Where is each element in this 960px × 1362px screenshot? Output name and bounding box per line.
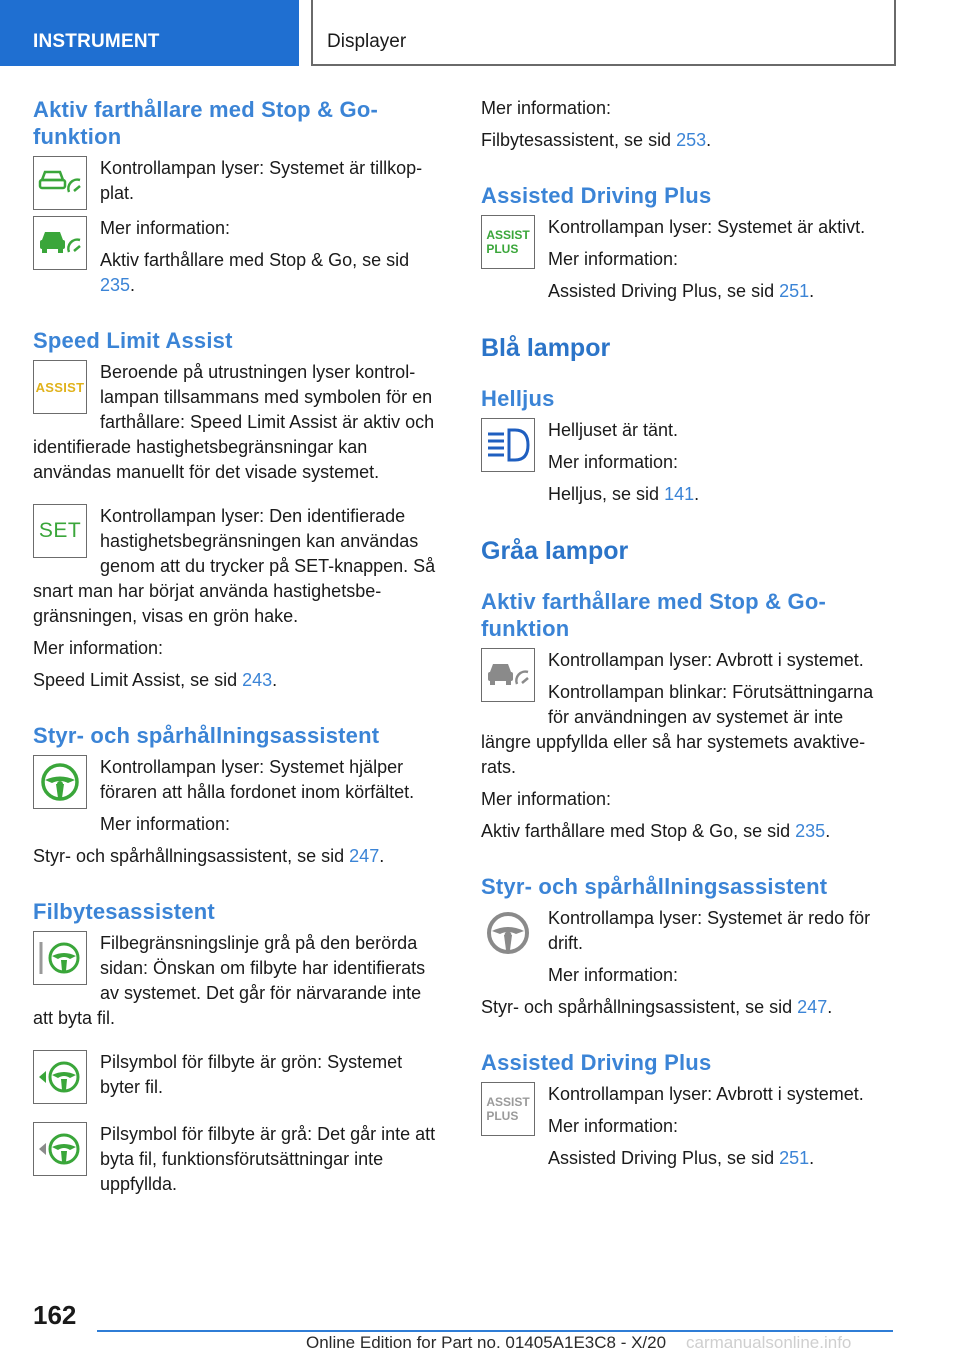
footer-divider xyxy=(97,1330,893,1332)
lane-change-arrow-grey-icon xyxy=(33,1122,87,1176)
body-text: Mer information: xyxy=(548,1116,679,1136)
chapter-heading: Gråa lampor xyxy=(481,537,629,565)
body-text: Pilsymbol för filbyte är grå: Det går inte att byta fil, funktionsförutsättningar inte uppfyllda. xyxy=(100,1124,436,1194)
section-title: Styr- och spårhållningsassistent xyxy=(481,874,828,899)
cruise-control-grey-icon xyxy=(481,648,535,702)
body-text: Helljuset är tänt. xyxy=(548,420,679,440)
body-text: Assisted Driving Plus, se sid 251. xyxy=(548,1148,815,1168)
body-text: Aktiv farthållare med Stop & Go, se sid 235. xyxy=(100,250,410,295)
page-link[interactable]: 251 xyxy=(779,281,810,301)
page-link[interactable]: 141 xyxy=(664,484,695,504)
body-text: Mer information: xyxy=(548,965,679,985)
page-link[interactable]: 235 xyxy=(100,275,131,295)
body-text: Kontrollampan lyser: Den identifierade hastighetsbegränsningen kan användas genom att du trycker på SET-knappen. Så snart man har börjat använda hastighetsbe-gränsningen, visas en grön hake. xyxy=(33,506,436,626)
assist-icon-label: ASSIST xyxy=(35,379,85,395)
body-text: Mer information: xyxy=(100,218,231,238)
lane-change-arrow-green-icon xyxy=(33,1050,87,1104)
body-text: Speed Limit Assist, se sid 243. xyxy=(33,670,278,690)
assist-plus-label: ASSIST xyxy=(486,1095,530,1109)
body-text: Kontrollampan lyser: Avbrott i systemet. xyxy=(548,1084,864,1104)
body-text: Kontrollampan lyser: Avbrott i systemet. xyxy=(548,650,864,670)
watermark: carmanualsonline.info xyxy=(686,1333,852,1352)
body-text: Filbegränsningslinje grå på den berörda sidan: Önskan om filbyte har identifierats av systemet. Det går för närvarande inte att byta fil. xyxy=(33,933,426,1028)
assist-icon xyxy=(33,360,87,414)
page-link[interactable]: 247 xyxy=(797,997,828,1017)
footer-edition: Online Edition for Part no. 01405A1E3C8 - X/20 xyxy=(306,1333,667,1352)
section-title: Speed Limit Assist xyxy=(33,328,233,353)
section-tab: INSTRUMENT xyxy=(0,0,299,66)
body-text: Mer information: xyxy=(548,452,679,472)
page-link[interactable]: 243 xyxy=(242,670,273,690)
chapter-heading: Blå lampor xyxy=(481,334,611,362)
section-title: Aktiv farthållare med Stop & Go-funktion xyxy=(33,97,379,149)
section-title: Assisted Driving Plus xyxy=(481,183,712,208)
steering-wheel-grey-icon xyxy=(481,906,535,960)
body-text: Kontrollampan lyser: Systemet är tillkop-plat. xyxy=(100,158,423,203)
body-text: Mer information: xyxy=(548,249,679,269)
body-text: Beroende på utrustningen lyser kontrol-lampan tillsammans med symbolen för en farthållare: Speed Limit Assist är aktiv och identifierade hastighetsbegränsningar kan användas manuellt för det visade systemet. xyxy=(33,362,435,482)
left-column xyxy=(33,96,443,1204)
lane-change-line-icon xyxy=(33,931,87,985)
cruise-control-green-icon xyxy=(33,156,87,210)
body-text: Mer information: xyxy=(481,98,612,118)
assist-plus-label: PLUS xyxy=(486,242,519,256)
page-link[interactable]: 247 xyxy=(349,846,380,866)
assist-plus-green-icon xyxy=(481,215,535,269)
section-title: Helljus xyxy=(481,386,555,411)
page-link[interactable]: 251 xyxy=(779,1148,810,1168)
cruise-control-active-green-icon xyxy=(33,216,87,270)
assist-plus-label: PLUS xyxy=(486,1109,519,1123)
body-text: Pilsymbol för filbyte är grön: Systemet byter fil. xyxy=(100,1052,403,1097)
body-text: Assisted Driving Plus, se sid 251. xyxy=(548,281,815,301)
body-text: Styr- och spårhållningsassistent, se sid 247. xyxy=(33,846,385,866)
set-icon-label: SET xyxy=(38,519,82,542)
steering-wheel-green-icon xyxy=(33,755,87,809)
section-title: Aktiv farthållare med Stop & Go-funktion xyxy=(481,589,827,641)
chapter-title: Displayer xyxy=(311,0,896,66)
assist-plus-grey-icon xyxy=(481,1082,535,1136)
body-text: Mer information: xyxy=(100,814,231,834)
body-text: Kontrollampan lyser: Systemet hjälper föraren att hålla fordonet inom körfältet. xyxy=(100,757,415,802)
page-link[interactable]: 235 xyxy=(795,821,826,841)
section-title: Styr- och spårhållningsassistent xyxy=(33,723,380,748)
body-text: Aktiv farthållare med Stop & Go, se sid 235. xyxy=(481,821,831,841)
body-text: Kontrollampa lyser: Systemet är redo för drift. xyxy=(548,908,871,953)
set-icon xyxy=(33,504,87,558)
body-text: Kontrollampan blinkar: Förutsättningarna för användningen av systemet är inte längre uppfyllda eller så har systemets avaktive-rats. xyxy=(481,682,874,777)
page-link[interactable]: 253 xyxy=(676,130,707,150)
body-text: Mer information: xyxy=(481,789,612,809)
section-title: Filbytesassistent xyxy=(33,899,215,924)
body-text: Kontrollampan lyser: Systemet är aktivt. xyxy=(548,217,866,237)
assist-plus-label: ASSIST xyxy=(486,228,530,242)
section-title: Assisted Driving Plus xyxy=(481,1050,712,1075)
body-text: Mer information: xyxy=(33,638,164,658)
body-text: Filbytesassistent, se sid 253. xyxy=(481,130,712,150)
body-text: Styr- och spårhållningsassistent, se sid 247. xyxy=(481,997,833,1017)
body-text: Helljus, se sid 141. xyxy=(548,484,700,504)
right-column xyxy=(481,96,893,1178)
page-number: 162 xyxy=(33,1300,77,1330)
high-beam-icon xyxy=(481,418,535,472)
